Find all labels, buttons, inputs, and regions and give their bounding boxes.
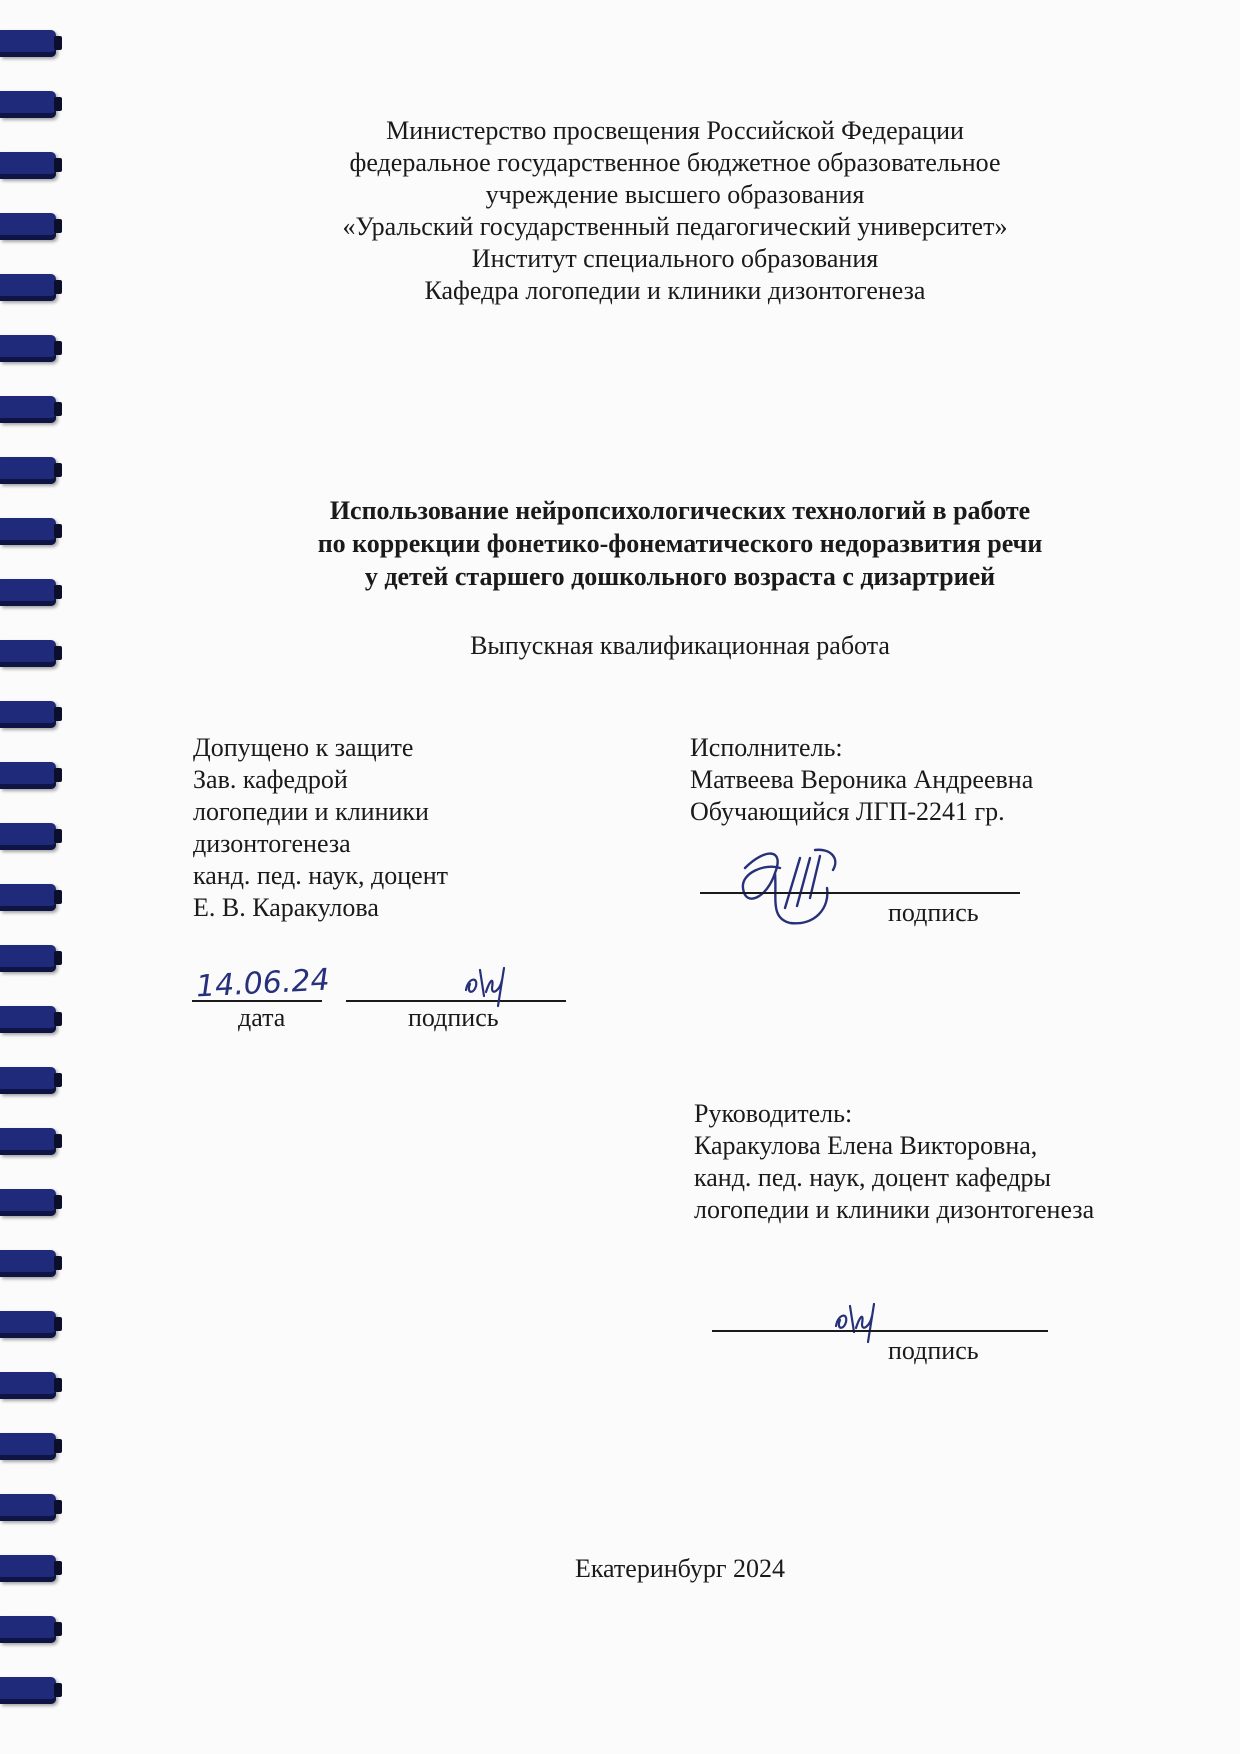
supervisor-signature-caption: подпись [888,1336,979,1365]
spiral-binding [0,0,70,1754]
header-line: федеральное государственное бюджетное образовательное [349,148,1001,177]
binding-ring [0,1433,56,1460]
header-line: учреждение высшего образования [485,180,865,209]
approval-signature [458,950,528,1010]
binding-ring [0,1494,56,1521]
binding-ring [0,1677,56,1704]
binding-ring [0,884,56,911]
approval-line: логопедии и клиники [193,797,429,826]
performer-line: Матвеева Вероника Андреевна [690,765,1034,794]
binding-ring [0,457,56,484]
binding-ring [0,213,56,240]
binding-ring [0,30,56,57]
supervisor-line: канд. пед. наук, доцент кафедры [694,1163,1052,1192]
binding-ring [0,518,56,545]
handwritten-date: 14.06.24 [195,962,331,1005]
binding-ring [0,274,56,301]
performer-line: Исполнитель: [690,733,843,762]
binding-ring [0,640,56,667]
supervisor-line: логопедии и клиники дизонтогенеза [694,1195,1095,1224]
binding-ring [0,91,56,118]
binding-ring [0,701,56,728]
approval-line: канд. пед. наук, доцент [193,861,448,890]
header-line: «Уральский государственный педагогический университет» [342,212,1008,241]
supervisor-line: Руководитель: [694,1099,853,1128]
work-type: Выпускная квалификационная работа [470,631,890,660]
binding-ring [0,1189,56,1216]
binding-ring [0,945,56,972]
binding-ring [0,1616,56,1643]
title-line: Использование нейропсихологических технологий в работе [329,496,1031,525]
title-line: по коррекции фонетико-фонематического недоразвития речи [317,529,1043,558]
header-line: Кафедра логопедии и клиники дизонтогенеза [424,276,926,305]
performer-block [690,732,1033,828]
binding-ring [0,762,56,789]
supervisor-block [694,1098,1094,1226]
date-line [192,1000,322,1002]
binding-ring [0,579,56,606]
header-line: Министерство просвещения Российской Федерации [386,116,964,145]
binding-ring [0,396,56,423]
approval-signature-line [346,1000,566,1002]
binding-ring [0,1250,56,1277]
approval-signature-caption: подпись [408,1003,499,1032]
approval-line: Допущено к защите [193,733,414,762]
approval-block [193,732,448,924]
performer-signature-caption: подпись [888,898,979,927]
binding-ring [0,1067,56,1094]
performer-signature-line [700,892,1020,894]
binding-ring [0,335,56,362]
binding-ring [0,1311,56,1338]
binding-ring [0,1006,56,1033]
supervisor-line: Каракулова Елена Викторовна, [694,1131,1038,1160]
performer-line: Обучающийся ЛГП-2241 гр. [690,797,1005,826]
approval-line: Е. В. Каракулова [193,893,379,922]
title-line: у детей старшего дошкольного возраста с дизартрией [364,562,996,591]
thesis-title [150,494,1210,593]
binding-ring [0,1372,56,1399]
binding-ring [0,1555,56,1582]
approval-line: Зав. кафедрой [193,765,348,794]
institution-header [200,115,1150,307]
date-caption: дата [238,1003,286,1032]
supervisor-signature-line [712,1330,1048,1332]
performer-signature [715,828,865,938]
binding-ring [0,152,56,179]
header-line: Институт специального образования [471,244,879,273]
binding-ring [0,1128,56,1155]
approval-line: дизонтогенеза [193,829,351,858]
binding-ring [0,823,56,850]
city-year: Екатеринбург 2024 [574,1554,786,1583]
